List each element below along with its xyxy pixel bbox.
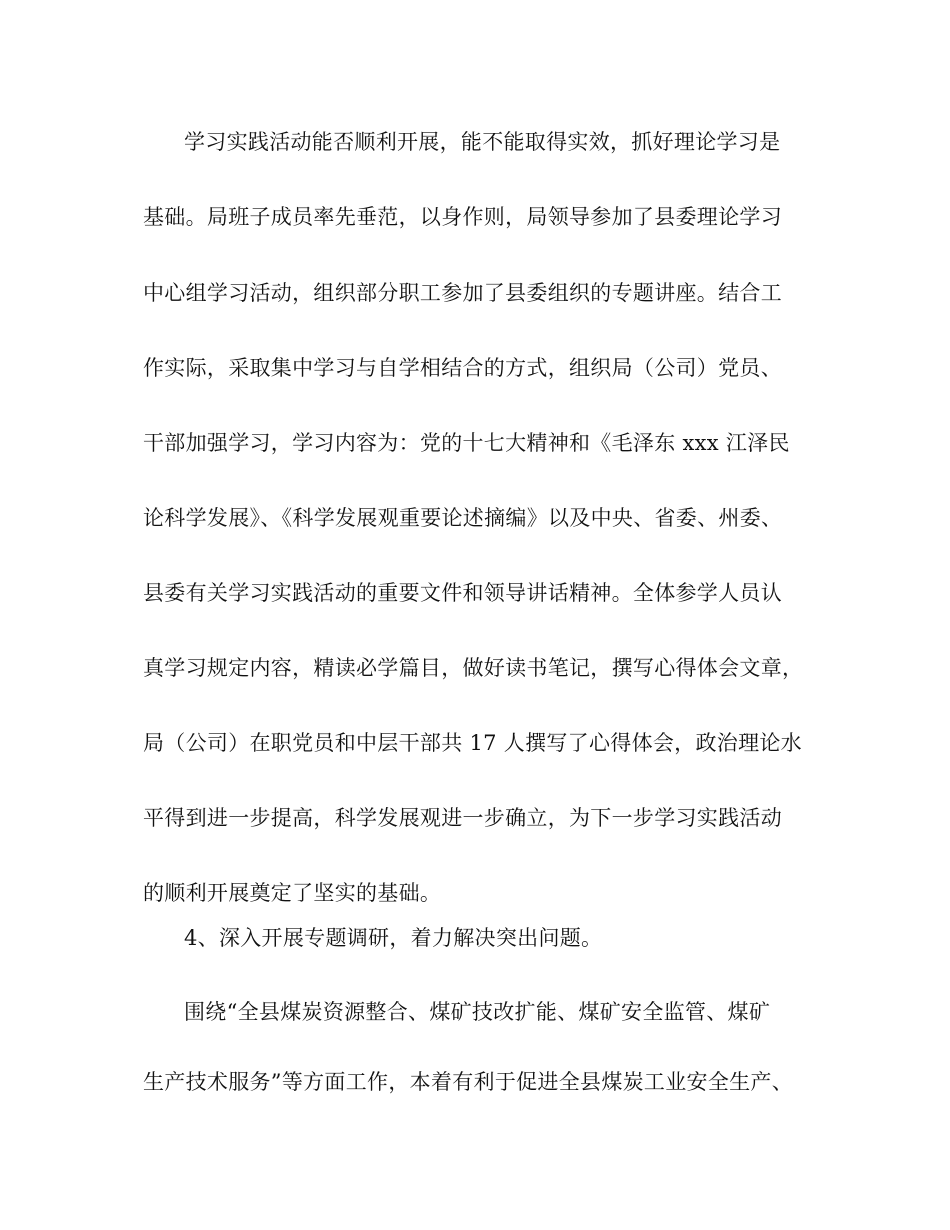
paragraph-2-line-2: 生产技术服务”等方面工作，本着有利于促进全县煤炭工业安全生产、 [143, 1070, 794, 1094]
paragraph-1-line-7: 县委有关学习实践活动的重要文件和领导讲话精神。全体参学人员认 [143, 581, 782, 605]
paragraph-1-line-2: 基础。局班子成员率先垂范，以身作则，局领导参加了县委理论学习 [143, 205, 782, 229]
paragraph-1-line-3: 中心组学习活动，组织部分职工参加了县委组织的专题讲座。结合工 [143, 281, 782, 305]
paragraph-2-line-1: 围绕“全县煤炭资源整合、煤矿技改扩能、煤矿安全监管、煤矿 [184, 1000, 771, 1024]
paragraph-1-line-11: 的顺利开展奠定了坚实的基础。 [143, 881, 442, 905]
paragraph-1-line-1: 学习实践活动能否顺利开展，能不能取得实效，抓好理论学习是 [184, 130, 781, 154]
paragraph-1-line-5: 干部加强学习，学习内容为：党的十七大精神和《毛泽东 xxx 江泽民 [143, 431, 790, 455]
paragraph-1-line-8: 真学习规定内容，精读必学篇目，做好读书笔记，撰写心得体会文章， [143, 656, 804, 680]
paragraph-1-line-4: 作实际，采取集中学习与自学相结合的方式，组织局（公司）党员、 [143, 356, 782, 380]
paragraph-1-line-10: 平得到进一步提高，科学发展观进一步确立，为下一步学习实践活动 [143, 806, 782, 830]
section-heading: 4、深入开展专题调研，着力解决突出问题。 [184, 926, 603, 950]
paragraph-1-line-6: 论科学发展》、《科学发展观重要论述摘编》以及中央、省委、州委、 [143, 506, 783, 530]
paragraph-1-line-9: 局（公司）在职党员和中层干部共 17 人撰写了心得体会，政治理论水 [143, 731, 802, 755]
